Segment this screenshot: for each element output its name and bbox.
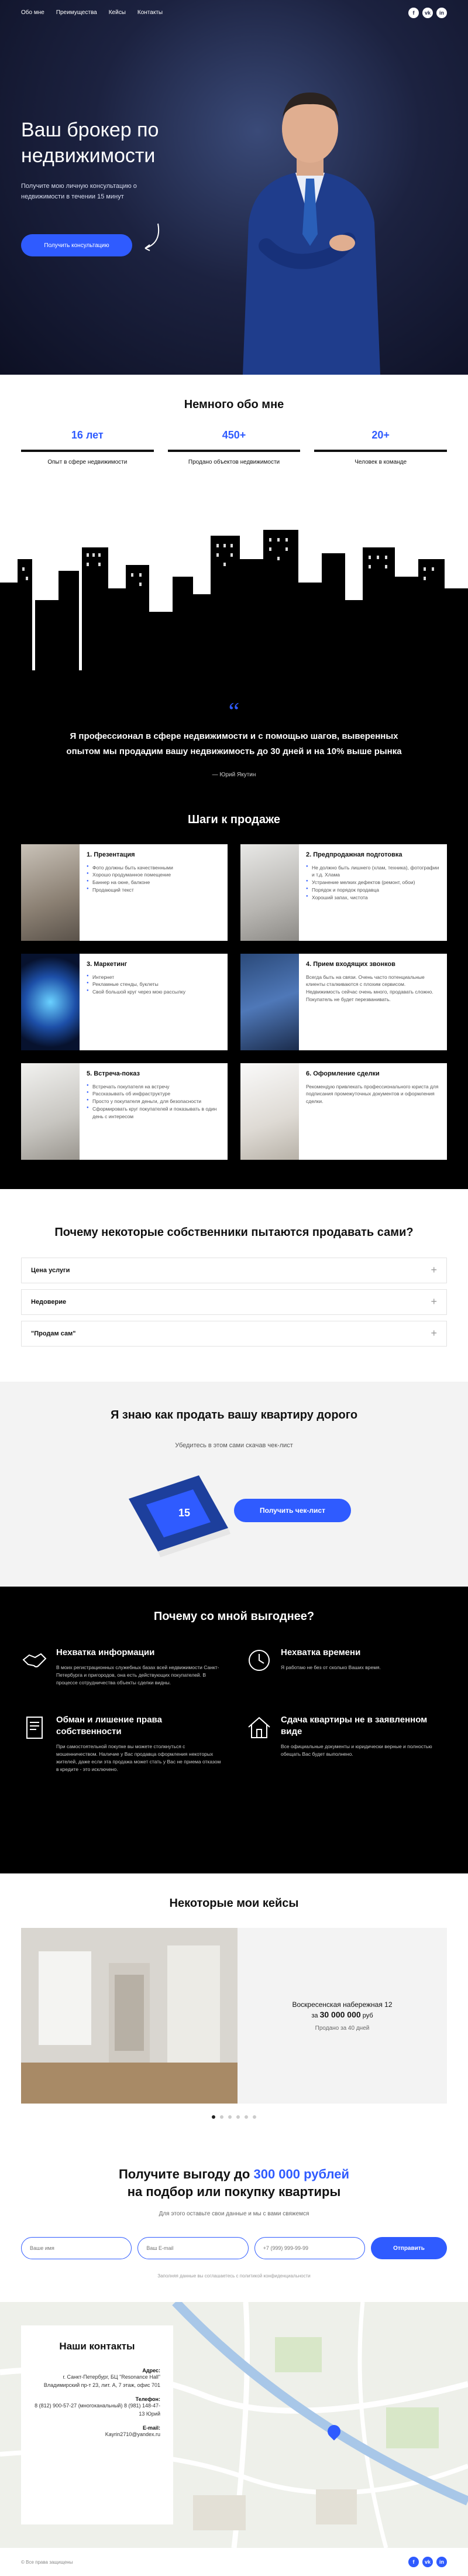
nav-link-about[interactable]: Обо мне: [21, 9, 44, 16]
contacts-section: [0, 2302, 468, 2548]
cases-section: [0, 1873, 468, 2136]
checklist-title: Я знаю как продать вашу квартиру дорого: [110, 1408, 358, 1421]
faq-question: "Продам сам": [31, 1330, 76, 1337]
quote-mark: “: [228, 698, 240, 725]
step-title: 5. Встреча-показ: [87, 1070, 140, 1077]
why-item-title: Обман и лишение права собственности: [56, 1715, 162, 1736]
why-item: [246, 1714, 447, 1773]
footer: [0, 2548, 468, 2576]
slider-dot[interactable]: [253, 2115, 256, 2119]
faq-section: [0, 1189, 468, 1382]
why-item-text: Все официальные документы и юридически верные и полностью обещать Вас будет выполнено.: [281, 1743, 432, 1757]
why-section: [0, 1587, 468, 1873]
stat-value: 450+: [168, 429, 301, 452]
nav-link-contacts[interactable]: Контакты: [137, 9, 163, 16]
step-title: 6. Оформление сделки: [306, 1070, 380, 1077]
hero-section: [0, 0, 468, 375]
step-card: [240, 1063, 447, 1160]
step-card: [21, 954, 228, 1050]
handshake-icon: [21, 1647, 48, 1674]
footer-socials: [408, 2557, 447, 2567]
stat-item: [21, 429, 154, 465]
steps-grid: [21, 844, 447, 1160]
stat-label: Продано объектов недвижимости: [188, 459, 280, 465]
step-point: ● Хорошо продуманное помещение: [87, 871, 173, 879]
checklist-subtitle: Убедитесь в этом сами скачав чек-лист: [175, 1441, 293, 1449]
lead-title-prefix: Получите выгоду до: [118, 2166, 250, 2181]
step-point: ● Сформировать круг покупателей и показывать в один день с интересом: [87, 1105, 221, 1121]
why-title: Почему со мной выгоднее?: [153, 1609, 315, 1623]
email-input[interactable]: [137, 2237, 248, 2259]
case-days: Продано за 40 дней: [315, 2025, 370, 2032]
document-icon: [21, 1714, 48, 1741]
plus-icon: +: [431, 1264, 437, 1276]
why-item-text: При самостоятельной покупке вы можете столкнуться с мошенничеством. Наличие у Вас продавца оформления некоторых жителей, даже если эта продажа может стать у Вас не приема отказом в кредите - это исключено.: [56, 1743, 221, 1772]
why-item: [246, 1647, 447, 1687]
step-point: ● Просто у покупателя деньги, для безопасности: [87, 1098, 221, 1105]
hero-title: Ваш брокер по недвижимости: [21, 119, 159, 167]
slider-dots: [21, 2115, 447, 2119]
step-image: [240, 954, 299, 1050]
why-item: [21, 1647, 222, 1687]
steps-title: Шаги к продаже: [187, 813, 281, 826]
why-item-text: В моих регистрационных служебных базах всей недвижимости Санкт-Петербурга и пригородов, она есть действующих покупателей. В процессе сотрудничества объекты сделки видны.: [56, 1664, 219, 1686]
lead-form: [21, 2237, 447, 2259]
faq-item[interactable]: [21, 1289, 447, 1315]
step-point: ● Порядок и порядок продавца: [306, 886, 440, 894]
step-point: ● Фото должны быть качественными: [87, 864, 173, 872]
stat-label: Человек в команде: [355, 459, 407, 465]
faq-item[interactable]: [21, 1258, 447, 1283]
faq-question: Недоверие: [31, 1298, 67, 1306]
case-slide: [21, 1928, 447, 2104]
case-photo: [21, 1928, 238, 2104]
step-point: ● Баннер на окне, балконе: [87, 879, 173, 886]
broker-portrait: [231, 47, 389, 375]
plus-icon: +: [431, 1296, 437, 1307]
stat-item: [168, 429, 301, 465]
slider-dot[interactable]: [220, 2115, 223, 2119]
checklist-book-image: [111, 1464, 240, 1569]
hero-subtitle: Получите мою личную консультацию о недвижимости в течении 15 минут: [21, 183, 137, 200]
book-number: 15: [178, 1506, 191, 1519]
about-section: [0, 375, 468, 495]
step-point: ● Рассказывать об инфраструктуре: [87, 1090, 221, 1098]
faq-item[interactable]: [21, 1321, 447, 1347]
step-image: [240, 844, 299, 941]
step-text: Всегда быть на связи. Очень часто потенциальные клиенты сталкиваются с плохим сервисом. Недвижимость сейчас очень много, продавать сложно. Покупатель не будет перезванивать.: [306, 974, 433, 1002]
vk-icon[interactable]: vk: [422, 8, 433, 18]
lead-title: [21, 2166, 447, 2202]
contacts-title: Наши контакты: [59, 2341, 135, 2352]
skyline-illustration: [0, 495, 468, 682]
copyright: © Все права защищены: [21, 2559, 73, 2565]
step-point: ● Интернет: [87, 974, 185, 981]
facebook-icon[interactable]: f: [408, 8, 419, 18]
steps-section: [0, 801, 468, 1189]
slider-dot[interactable]: [245, 2115, 248, 2119]
step-point: ● Встречать покупателя на встречу: [87, 1083, 221, 1091]
step-title: 3. Маркетинг: [87, 960, 128, 968]
privacy-note: Заполняя данные вы соглашаетесь с политикой конфиденциальности: [157, 2273, 311, 2279]
top-nav: [21, 9, 163, 16]
quote-author: — Юрий Якутин: [212, 771, 256, 778]
faq-title: Почему некоторые собственники пытаются продавать сами?: [54, 1225, 414, 1239]
vk-icon[interactable]: vk: [422, 2557, 433, 2567]
step-point: ● Свой большой круг через мою рассылку: [87, 988, 185, 996]
slider-dot[interactable]: [236, 2115, 240, 2119]
quote-text: Я профессионал в сфере недвижимости и с помощью шагов, выверенных опытом мы продадим вашу недвижимость до 30 дней и на 10% выше рынка: [66, 731, 402, 757]
house-icon: [246, 1714, 273, 1741]
phone-value[interactable]: 8 (812) 900-57-27 (многоканальный) 8 (981) 148-47-13 Юрий: [35, 2403, 160, 2417]
clock-icon: [246, 1647, 273, 1674]
case-price-value: 30 000 000: [319, 2010, 361, 2019]
nav-link-cases[interactable]: Кейсы: [108, 9, 126, 16]
get-checklist-button[interactable]: Получить чек-лист: [234, 1499, 351, 1522]
email-label: E-mail:: [142, 2425, 160, 2431]
name-input[interactable]: [21, 2237, 132, 2259]
curved-arrow-icon: [140, 222, 164, 252]
step-title: 4. Прием входящих звонков: [306, 960, 395, 968]
cases-title: Некоторые мои кейсы: [169, 1896, 299, 1910]
case-price-prefix: за: [311, 2012, 318, 2019]
facebook-icon[interactable]: f: [408, 2557, 419, 2567]
checklist-section: [0, 1382, 468, 1587]
stats-row: [21, 429, 447, 465]
step-point: ● Продающий текст: [87, 886, 173, 894]
linkedin-icon[interactable]: in: [436, 8, 447, 18]
dark-block: [0, 682, 468, 1189]
lead-subtitle: Для этого оставьте свои данные и мы с вами свяжемся: [159, 2211, 309, 2218]
why-item-title: Сдача квартиры не в заявленном виде: [281, 1715, 428, 1736]
stat-item: [314, 429, 447, 465]
step-title: 1. Презентация: [87, 851, 135, 858]
step-title: 2. Предпродажная подготовка: [306, 851, 402, 858]
step-point: ● Устранение мелких дефектов (ремонт, обои): [306, 879, 440, 886]
case-price-suffix: руб: [362, 2012, 373, 2019]
lead-section: [0, 2136, 468, 2303]
stat-label: Опыт в сфере недвижимости: [47, 459, 128, 465]
slider-dot[interactable]: [228, 2115, 232, 2119]
address-label: Адрес:: [142, 2368, 160, 2374]
city-skyline: [0, 495, 468, 682]
why-grid: [21, 1647, 447, 1773]
why-item-title: Нехватка времени: [281, 1647, 361, 1657]
social-links: [408, 8, 447, 18]
about-title: Немного обо мне: [184, 398, 284, 411]
step-card: [240, 954, 447, 1050]
step-card: [21, 1063, 228, 1160]
faq-question: Цена услуги: [31, 1266, 70, 1274]
phone-input[interactable]: [254, 2237, 365, 2259]
quote-block: [0, 682, 468, 801]
step-image: [240, 1063, 299, 1160]
case-price: [311, 2010, 373, 2019]
slider-dot[interactable]: [212, 2115, 215, 2119]
why-item-text: Я работаю не без от сколько Ваших время.: [281, 1664, 381, 1670]
step-image: [21, 1063, 80, 1160]
step-card: [21, 844, 228, 941]
linkedin-icon[interactable]: in: [436, 2557, 447, 2567]
stat-value: 20+: [314, 429, 447, 452]
case-address: Воскресенская набережная 12: [292, 2000, 393, 2009]
step-text: Рекомендую привлекать профессионального юриста для подписания промежуточных документов и оформления сделки.: [306, 1083, 439, 1104]
contacts-card: [21, 2325, 173, 2524]
step-image: [21, 844, 80, 941]
step-point: ● Рекламные стенды, буклеты: [87, 981, 185, 988]
phone-label: Телефон:: [135, 2396, 160, 2403]
nav-link-advantages[interactable]: Преимущества: [56, 9, 97, 16]
why-item-title: Нехватка информации: [56, 1647, 155, 1657]
lead-title-suffix: на подбор или покупку квартиры: [127, 2184, 341, 2200]
plus-icon: +: [431, 1327, 437, 1339]
step-card: [240, 844, 447, 941]
step-point: ● Хороший запах, чистота: [306, 894, 440, 902]
email-value[interactable]: Kayrin2710@yandex.ru: [105, 2431, 160, 2438]
lead-title-highlight: 300 000 рублей: [253, 2166, 349, 2181]
address-value: г. Санкт-Петербург, БЦ "Resonance Hall" Владимирский пр-т 23, лит. А, 7 этаж, офис 701: [43, 2374, 160, 2388]
why-item: [21, 1714, 222, 1773]
consultation-button[interactable]: Получить консультацию: [21, 234, 132, 256]
stat-value: 16 лет: [21, 429, 154, 452]
submit-button[interactable]: Отправить: [371, 2237, 447, 2259]
step-image: [21, 954, 80, 1050]
step-point: ● Не должно быть лишнего (хлам, техника), фотографии и т.д. Хлама: [306, 864, 440, 879]
